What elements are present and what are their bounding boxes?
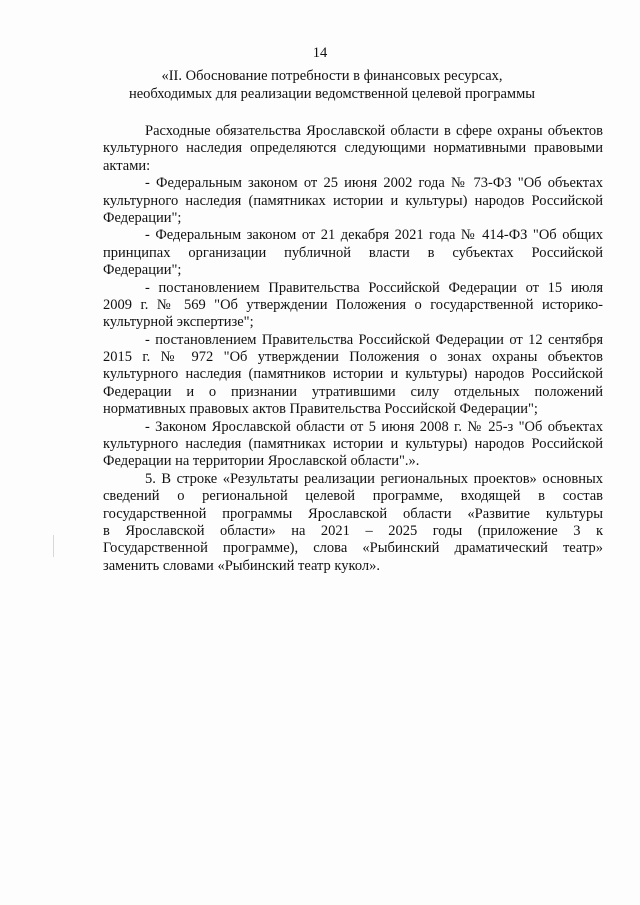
paragraph-line: Федерации на территории Ярославской области".». [103,453,420,470]
paragraph-line: культурного наследия (памятников истории и культуры) народов Российской [103,366,603,383]
paragraph-line: культурного наследия (памятниках истории и культуры) народов Российской [103,192,603,209]
paragraph-line: - Федеральным законом от 25 июня 2002 года № 73-ФЗ "Об объектах [145,175,603,192]
paragraph-line: актами: [103,157,151,174]
section-heading [100,68,564,103]
paragraph-line: Федерации и о признании утратившими силу отдельных положений [103,383,603,400]
page-number: 14 [312,45,328,61]
paragraph-line: 2015 г. № 972 "Об утверждении Положения о зонах охраны объектов [103,349,603,366]
paragraph-line: 2009 г. № 569 "Об утверждении Положения о государственной историко- [103,296,603,313]
scan-margin-mark [53,535,54,557]
paragraph-line: нормативных правовых актов Правительства Российской Федерации"; [103,401,538,418]
paragraph-line: сведений о региональной целевой программе, входящей в состав [103,488,603,505]
paragraph-line: культурного наследия (памятниках истории и культуры) народов Российской [103,436,603,453]
paragraph-line: - Законом Ярославской области от 5 июня 2008 г. № 25-з "Об объектах [145,418,603,435]
paragraph-line: Расходные обязательства Ярославской области в сфере охраны объектов [145,123,603,139]
paragraph-line: Государственной программе), слова «Рыбинский драматический театр» [103,540,603,557]
paragraph-line: культурного наследия определяются следующими нормативными правовыми [103,140,603,157]
paragraph-line: Федерации"; [103,209,182,226]
paragraph-line: - постановлением Правительства Российской Федерации от 15 июля [145,279,603,296]
paragraph-line: Федерации"; [103,262,182,279]
heading-line: «II. Обоснование потребности в финансовых ресурсах, [161,68,503,84]
paragraph-line: - постановлением Правительства Российской Федерации от 12 сентября [145,331,603,348]
paragraph-line: принципах организации публичной власти в субъектах Российской [103,244,603,261]
paragraph-line: заменить словами «Рыбинский театр кукол». [103,557,380,574]
document-body [103,123,603,575]
paragraph-line: культурной экспертизе"; [103,314,254,331]
heading-line: необходимых для реализации ведомственной целевой программы [128,85,536,102]
paragraph-line: государственной программы Ярославской области «Развитие культуры [103,505,603,522]
paragraph-line: - Федеральным законом от 21 декабря 2021 года № 414-ФЗ "Об общих [145,227,603,244]
paragraph-line: в Ярославской области» на 2021 – 2025 годы (приложение 3 к [103,522,603,539]
paragraph-line: 5. В строке «Результаты реализации региональных проектов» основных [145,470,603,487]
